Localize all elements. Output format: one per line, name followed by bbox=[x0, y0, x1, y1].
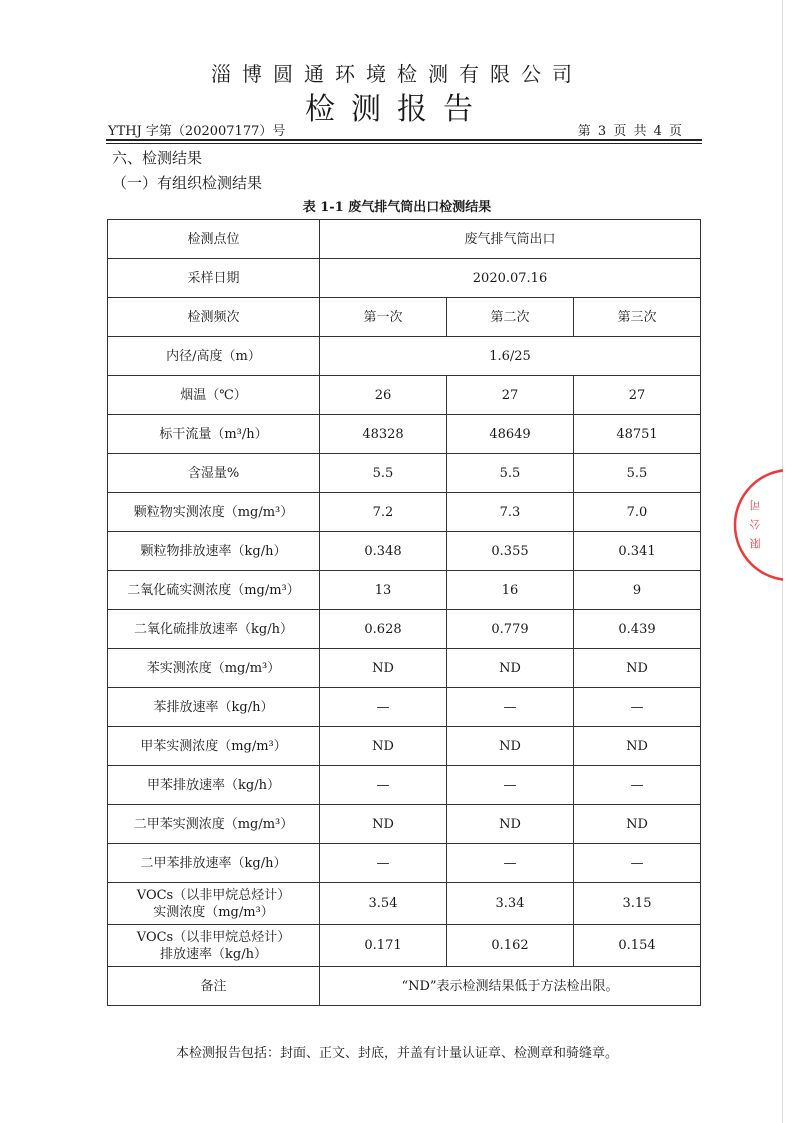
cell: 7.2 bbox=[320, 493, 447, 532]
table-row bbox=[108, 454, 701, 493]
row-label: 甲苯排放速率（kg/h） bbox=[108, 766, 320, 805]
cell: 5.5 bbox=[447, 454, 574, 493]
footer-note: 本检测报告包括：封面、正文、封底，并盖有计量认证章、检测章和骑缝章。 bbox=[175, 1046, 618, 1061]
cell: — bbox=[447, 844, 574, 883]
cell: 3.34 bbox=[447, 883, 574, 925]
row-label-line1: VOCs（以非甲烷总烃计） bbox=[136, 929, 291, 945]
table-row bbox=[108, 766, 701, 805]
row-label: 检测频次 bbox=[108, 298, 320, 337]
table-row bbox=[108, 415, 701, 454]
cell: ND bbox=[447, 805, 574, 844]
cell: 48751 bbox=[574, 415, 701, 454]
row-label: 苯排放速率（kg/h） bbox=[108, 688, 320, 727]
cell: — bbox=[574, 688, 701, 727]
row-label-line2: 排放速率（kg/h） bbox=[160, 946, 267, 962]
cell: — bbox=[574, 844, 701, 883]
row-label: 二氧化硫实测浓度（mg/m³） bbox=[108, 571, 320, 610]
cell: 1.6/25 bbox=[320, 337, 701, 376]
row-label: 备注 bbox=[108, 967, 320, 1006]
cell: 0.162 bbox=[447, 925, 574, 967]
row-label: 颗粒物排放速率（kg/h） bbox=[108, 532, 320, 571]
cell: 48328 bbox=[320, 415, 447, 454]
header-divider bbox=[106, 139, 702, 141]
cell: 第三次 bbox=[574, 298, 701, 337]
row-label: 标干流量（m³/h） bbox=[108, 415, 320, 454]
row-label: 二甲苯实测浓度（mg/m³） bbox=[108, 805, 320, 844]
cell: 16 bbox=[447, 571, 574, 610]
cell: 3.15 bbox=[574, 883, 701, 925]
cell: 26 bbox=[320, 376, 447, 415]
table-row bbox=[108, 649, 701, 688]
cell: 第二次 bbox=[447, 298, 574, 337]
row-label: 采样日期 bbox=[108, 259, 320, 298]
table-row bbox=[108, 610, 701, 649]
row-label bbox=[108, 883, 320, 925]
row-label: 二甲苯排放速率（kg/h） bbox=[108, 844, 320, 883]
row-label: 内径/高度（m） bbox=[108, 337, 320, 376]
cell: — bbox=[320, 844, 447, 883]
cell: 第一次 bbox=[320, 298, 447, 337]
cell: ND bbox=[574, 805, 701, 844]
row-label-line1: VOCs（以非甲烷总烃计） bbox=[136, 887, 291, 903]
cell: ND bbox=[320, 805, 447, 844]
cell: 0.348 bbox=[320, 532, 447, 571]
document-number: YTHJ 字第（202007177）号 bbox=[108, 124, 286, 139]
row-label bbox=[108, 925, 320, 967]
cell: 0.341 bbox=[574, 532, 701, 571]
cell: 9 bbox=[574, 571, 701, 610]
cell: 13 bbox=[320, 571, 447, 610]
table-row bbox=[108, 376, 701, 415]
cell: 3.54 bbox=[320, 883, 447, 925]
table-row bbox=[108, 337, 701, 376]
cell: ND bbox=[447, 727, 574, 766]
cell: 2020.07.16 bbox=[320, 259, 701, 298]
cell: 0.171 bbox=[320, 925, 447, 967]
section-title: 六、检测结果 bbox=[112, 149, 203, 167]
section-subtitle: （一）有组织检测结果 bbox=[112, 174, 263, 192]
table-row bbox=[108, 967, 701, 1006]
row-label: 苯实测浓度（mg/m³） bbox=[108, 649, 320, 688]
cell: 7.3 bbox=[447, 493, 574, 532]
row-label: 检测点位 bbox=[108, 220, 320, 259]
cell: ND bbox=[320, 649, 447, 688]
cell: — bbox=[574, 766, 701, 805]
table-row bbox=[108, 805, 701, 844]
table-row bbox=[108, 298, 701, 337]
cell: “ND”表示检测结果低于方法检出限。 bbox=[320, 967, 701, 1006]
row-label-line2: 实测浓度（mg/m³） bbox=[153, 904, 274, 920]
page-number: 第 3 页 共 4 页 bbox=[577, 124, 682, 139]
cell: 5.5 bbox=[574, 454, 701, 493]
cell: ND bbox=[574, 727, 701, 766]
row-label: 含湿量% bbox=[108, 454, 320, 493]
table-row bbox=[108, 883, 701, 925]
table-row bbox=[108, 688, 701, 727]
table-caption: 表 1-1 废气排气筒出口检测结果 bbox=[302, 200, 492, 215]
cell: 27 bbox=[447, 376, 574, 415]
table-row bbox=[108, 493, 701, 532]
cell: — bbox=[320, 766, 447, 805]
row-label: 烟温（℃） bbox=[108, 376, 320, 415]
cell: 5.5 bbox=[320, 454, 447, 493]
cell: — bbox=[447, 688, 574, 727]
row-label: 甲苯实测浓度（mg/m³） bbox=[108, 727, 320, 766]
company-name: 淄博圆通环境检测有限公司 bbox=[211, 62, 583, 86]
cell: — bbox=[447, 766, 574, 805]
cell: 27 bbox=[574, 376, 701, 415]
cell: 0.439 bbox=[574, 610, 701, 649]
table-row bbox=[108, 571, 701, 610]
row-label: 二氧化硫排放速率（kg/h） bbox=[108, 610, 320, 649]
cell: 0.154 bbox=[574, 925, 701, 967]
row-label: 颗粒物实测浓度（mg/m³） bbox=[108, 493, 320, 532]
table-row bbox=[108, 727, 701, 766]
table-row bbox=[108, 925, 701, 967]
cell: ND bbox=[447, 649, 574, 688]
table-row bbox=[108, 532, 701, 571]
report-title: 检测报告 bbox=[305, 92, 489, 127]
cell: 0.355 bbox=[447, 532, 574, 571]
results-table bbox=[107, 219, 701, 1006]
stamp-text: 限公司 bbox=[749, 492, 762, 549]
cell: 0.779 bbox=[447, 610, 574, 649]
cell: — bbox=[320, 688, 447, 727]
table-row bbox=[108, 844, 701, 883]
table-row bbox=[108, 220, 701, 259]
cell: ND bbox=[320, 727, 447, 766]
header-divider-thin bbox=[106, 143, 702, 144]
cell: 7.0 bbox=[574, 493, 701, 532]
cell: 废气排气筒出口 bbox=[320, 220, 701, 259]
table-row bbox=[108, 259, 701, 298]
cell: 0.628 bbox=[320, 610, 447, 649]
cell: 48649 bbox=[447, 415, 574, 454]
cell: ND bbox=[574, 649, 701, 688]
